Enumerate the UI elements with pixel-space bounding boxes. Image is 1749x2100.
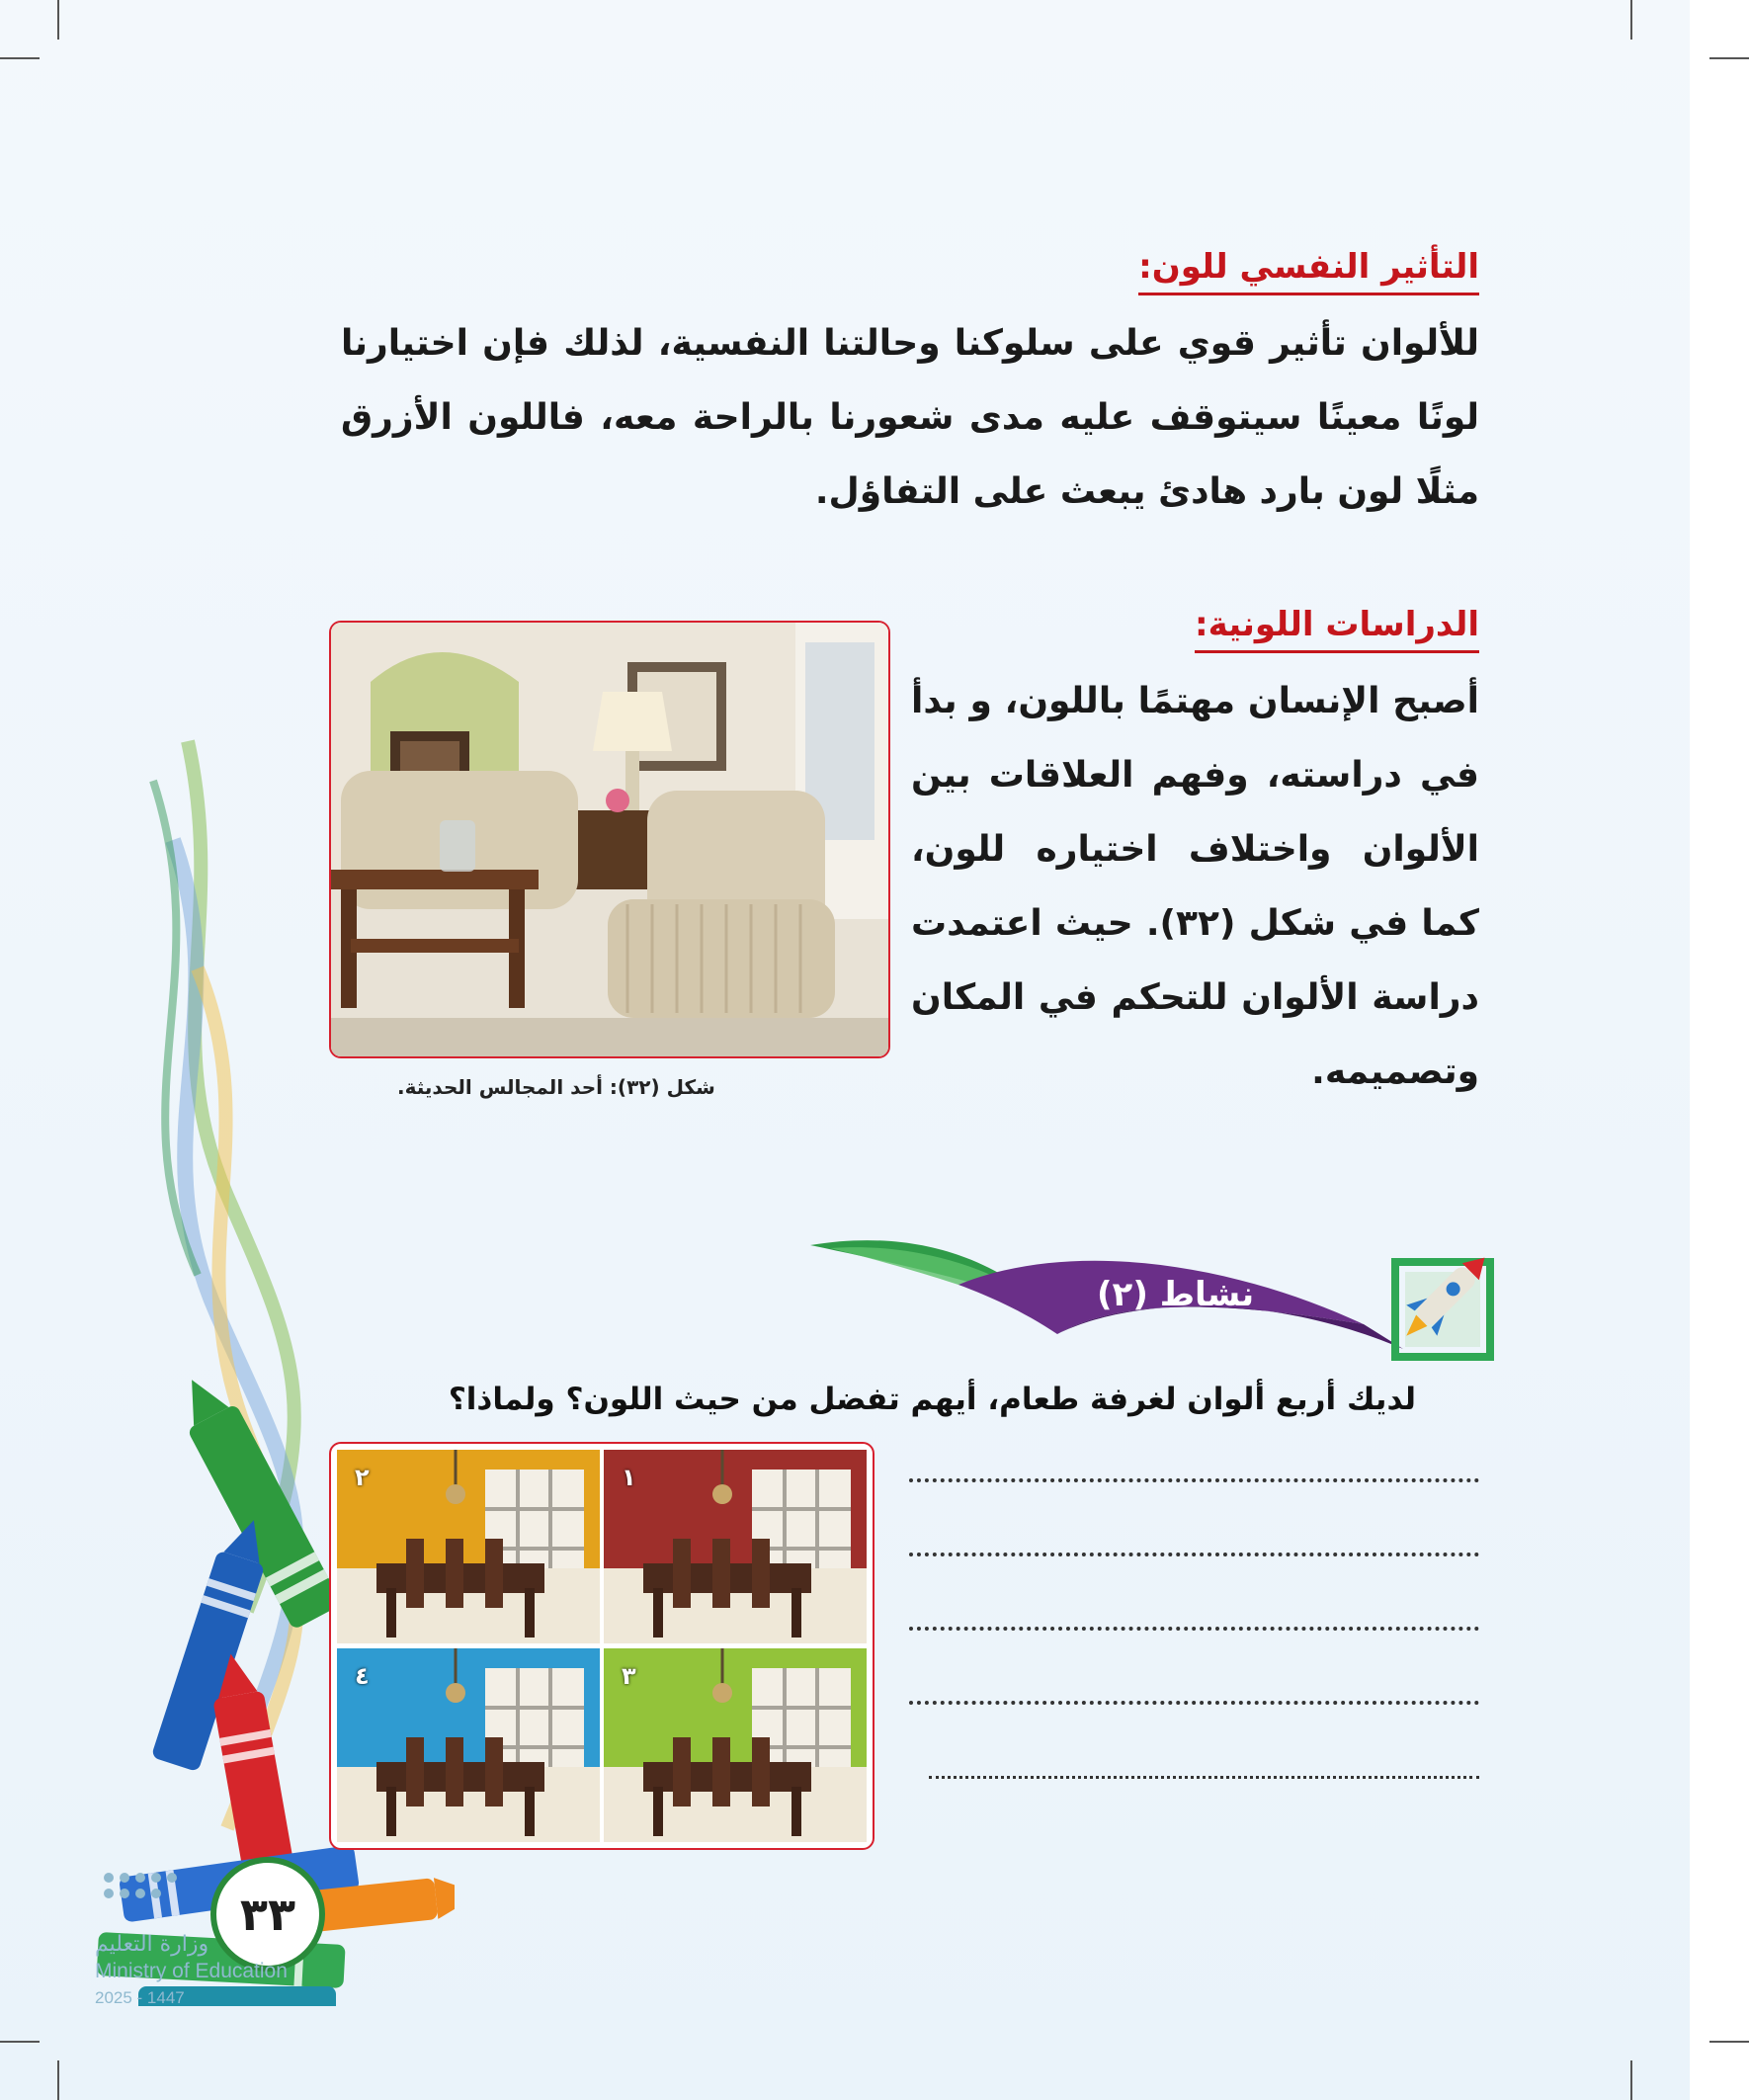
option-number: ٢ (355, 1464, 370, 1491)
living-room-photo (329, 621, 890, 1058)
crop-mark (1630, 2060, 1632, 2100)
ministry-name-ar: وزارة التعليم (95, 1932, 209, 1957)
crop-mark (0, 2041, 40, 2043)
crop-mark (0, 57, 40, 59)
activity-title: نشاط (٢) (1097, 1275, 1255, 1314)
section-heading: التأثير النفسي للون: (1138, 247, 1479, 295)
crop-mark (1709, 57, 1749, 59)
section-paragraph: للألوان تأثير قوي على سلوكنا وحالتنا النفسية، لذلك فإن اختيارنا لونًا معينًا سيتوقف عليه مدى شعورنا بالراحة معه، فاللون الأزرق مثلًا لون بارد هادئ يبعث على التفاؤل. (341, 323, 1479, 512)
dining-room-option-4[interactable] (337, 1648, 600, 1842)
ministry-name-en: Ministry of Education (95, 1960, 288, 1982)
crop-mark (57, 2060, 59, 2100)
section-paragraph: أصبح الإنسان مهتمًا باللون، و بدأ في دراسته، وفهم العلاقات بين الألوان واختلاف اختياره للون، كما في شكل (٣٢). حيث اعتمدت دراسة الألوان للتحكم في المكان وتصميمه. (911, 681, 1479, 1092)
figure-caption: شكل (٣٢): أحد المجالس الحديثة. (397, 1075, 715, 1099)
section-heading: الدراسات اللونية: (1195, 605, 1479, 653)
answer-line[interactable] (929, 1776, 1479, 1779)
edition-year: 2025 - 1447 (95, 1988, 185, 2007)
page-number: ٣٣ (210, 1857, 325, 1972)
dining-room-option-2[interactable] (337, 1450, 600, 1643)
option-number: ٣ (622, 1662, 636, 1690)
dining-room-option-3[interactable] (604, 1648, 867, 1842)
option-number: ٤ (355, 1662, 370, 1690)
crop-mark (57, 0, 59, 40)
answer-line[interactable] (909, 1701, 1479, 1705)
activity-question: لديك أربع ألوان لغرفة طعام، أيهم تفضل من حيث اللون؟ ولماذا؟ (448, 1382, 1416, 1417)
dining-room-option-1[interactable] (604, 1450, 867, 1643)
crop-mark (1630, 0, 1632, 40)
option-number: ١ (622, 1464, 636, 1491)
dining-room-options (329, 1442, 874, 1850)
answer-line[interactable] (909, 1553, 1479, 1556)
rocket-icon (1374, 1240, 1502, 1369)
crop-mark (1709, 2041, 1749, 2043)
answer-line[interactable] (909, 1627, 1479, 1631)
answer-line[interactable] (909, 1478, 1479, 1482)
